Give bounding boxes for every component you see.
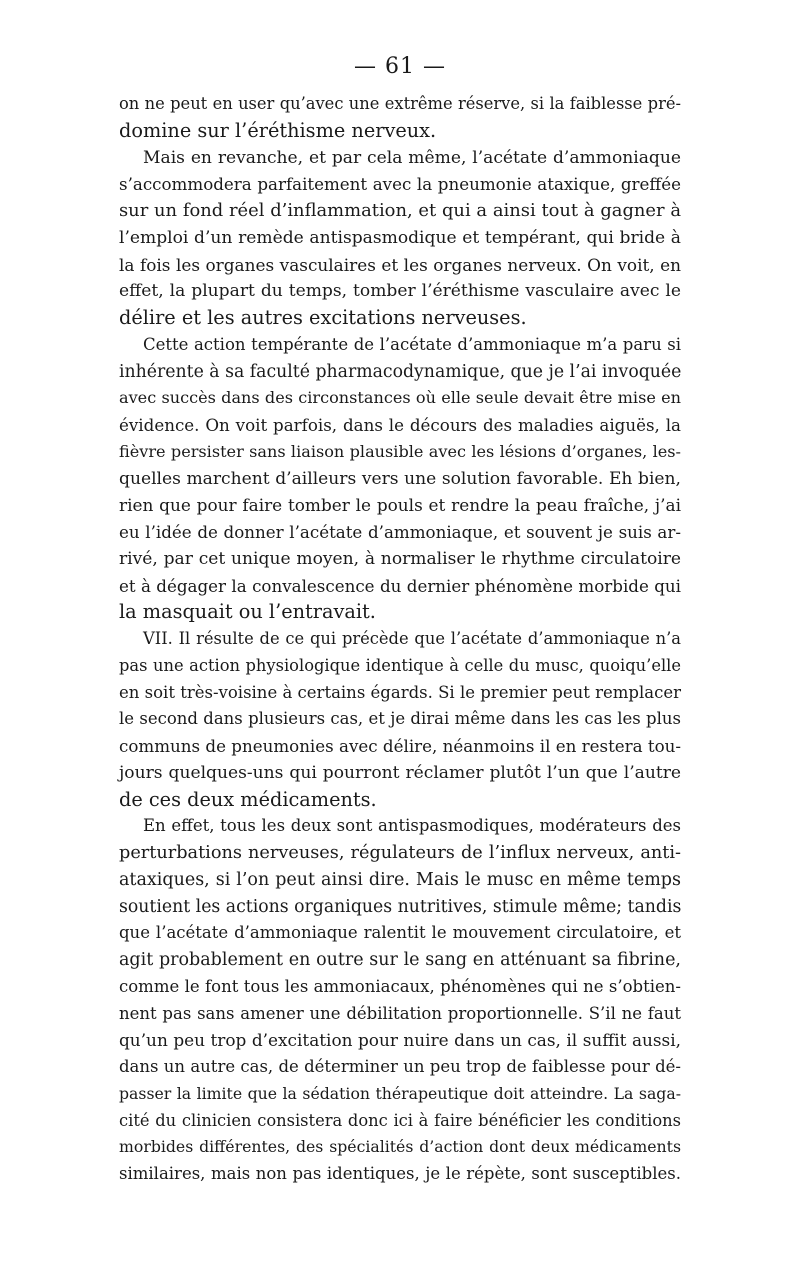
text-line: fièvre persister sans liaison plausible avec les lésions d’organes, les- [119,441,681,461]
text-line: cité du clinicien consistera donc ici à faire bénéficier les conditions [119,1110,681,1130]
text-line: comme le font tous les ammoniacaux, phénomènes qui ne s’obtien- [119,976,681,996]
text-line: perturbations nerveuses, régulateurs de l’influx nerveux, anti- [119,843,681,863]
text-line: le second dans plusieurs cas, et je dirai même dans les cas les plus [119,709,681,729]
text-line: jours quelques-uns qui pourront réclamer plutôt l’un que l’autre [119,762,681,783]
text-line: que l’acétate d’ammoniaque ralentit le mouvement circulatoire, et [119,923,681,943]
text-line: ataxiques, si l’on peut ainsi dire. Mais le musc en même temps [119,869,681,890]
text-line: et à dégager la convalescence du dernier phénomène morbide qui [119,575,681,596]
text-line: rien que pour faire tomber le pouls et rendre la peau fraîche, j’ai [119,495,681,516]
text-line: soutient les actions organiques nutritives, stimule même; tandis [119,896,682,917]
text-line: nent pas sans amener une débilitation proportionnelle. S’il ne faut [119,1003,681,1023]
text-line: évidence. On voit parfois, dans le décours des maladies aiguës, la [119,415,681,435]
text-line: Mais en revanche, et par cela même, l’acétate d’ammoniaque [143,147,681,168]
page-number: — 61 — [354,54,446,79]
text-line: domine sur l’éréthisme nerveux. [119,118,437,142]
text-line: qu’un peu trop d’excitation pour nuire dans un cas, il suffit aussi, [119,1030,681,1051]
text-line: sur un fond réel d’inflammation, et qui a ainsi tout à gagner à [119,200,681,221]
text-line: dans un autre cas, de déterminer un peu trop de faiblesse pour dé- [119,1057,681,1076]
text-line: en soit très-voisine à certains égards. Si le premier peut remplacer [119,682,681,702]
text-line: rivé, par cet unique moyen, à normaliser le rhythme circulatoire [119,548,681,569]
text-line: communs de pneumonies avec délire, néanmoins il en restera tou- [119,736,682,756]
text-line: agit probablement en outre sur le sang en atténuant sa fibrine, [119,950,681,970]
text-line: quelles marchent d’ailleurs vers une solution favorable. Eh bien, [119,468,681,489]
text-line: l’emploi d’un remède antispasmodique et tempérant, qui bride à [119,227,681,248]
text-line: s’accommodera parfaitement avec la pneumonie ataxique, greffée [119,174,681,195]
text-line: En effet, tous les deux sont antispasmodiques, modérateurs des [143,816,681,836]
body-text [119,91,681,1188]
text-line: passer la limite que la sédation thérapeutique doit atteindre. La saga- [119,1083,681,1103]
text-line: la fois les organes vasculaires et les organes nerveux. On voit, en [119,254,681,275]
text-line: avec succès dans des circonstances où elle seule devait être mise en [119,388,681,408]
text-line: de ces deux médicaments. [119,787,377,811]
text-line: inhérente à sa faculté pharmacodynamique, que je l’ai invoquée [119,361,682,382]
text-line: eu l’idée de donner l’acétate d’ammoniaque, et souvent je suis ar- [119,522,681,542]
text-line: Cette action tempérante de l’acétate d’ammoniaque m’a paru si [143,334,681,354]
text-line: délire et les autres excitations nerveuses. [119,306,527,329]
text-line: pas une action physiologique identique à celle du musc, quoiqu’elle [119,655,681,675]
text-line: similaires, mais non pas identiques, je le répète, sont susceptibles. [119,1164,681,1183]
text-line: on ne peut en user qu’avec une extrême réserve, si la faiblesse pré- [119,94,681,113]
text-line: effet, la plupart du temps, tomber l’éréthisme vasculaire avec le [119,281,681,302]
text-line: morbides différentes, des spécialités d’action dont deux médicaments [119,1137,681,1157]
text-line: VII. Il résulte de ce qui précède que l’acétate d’ammoniaque n’a [143,629,681,648]
text-line: la masquait ou l’entravait. [119,600,376,624]
